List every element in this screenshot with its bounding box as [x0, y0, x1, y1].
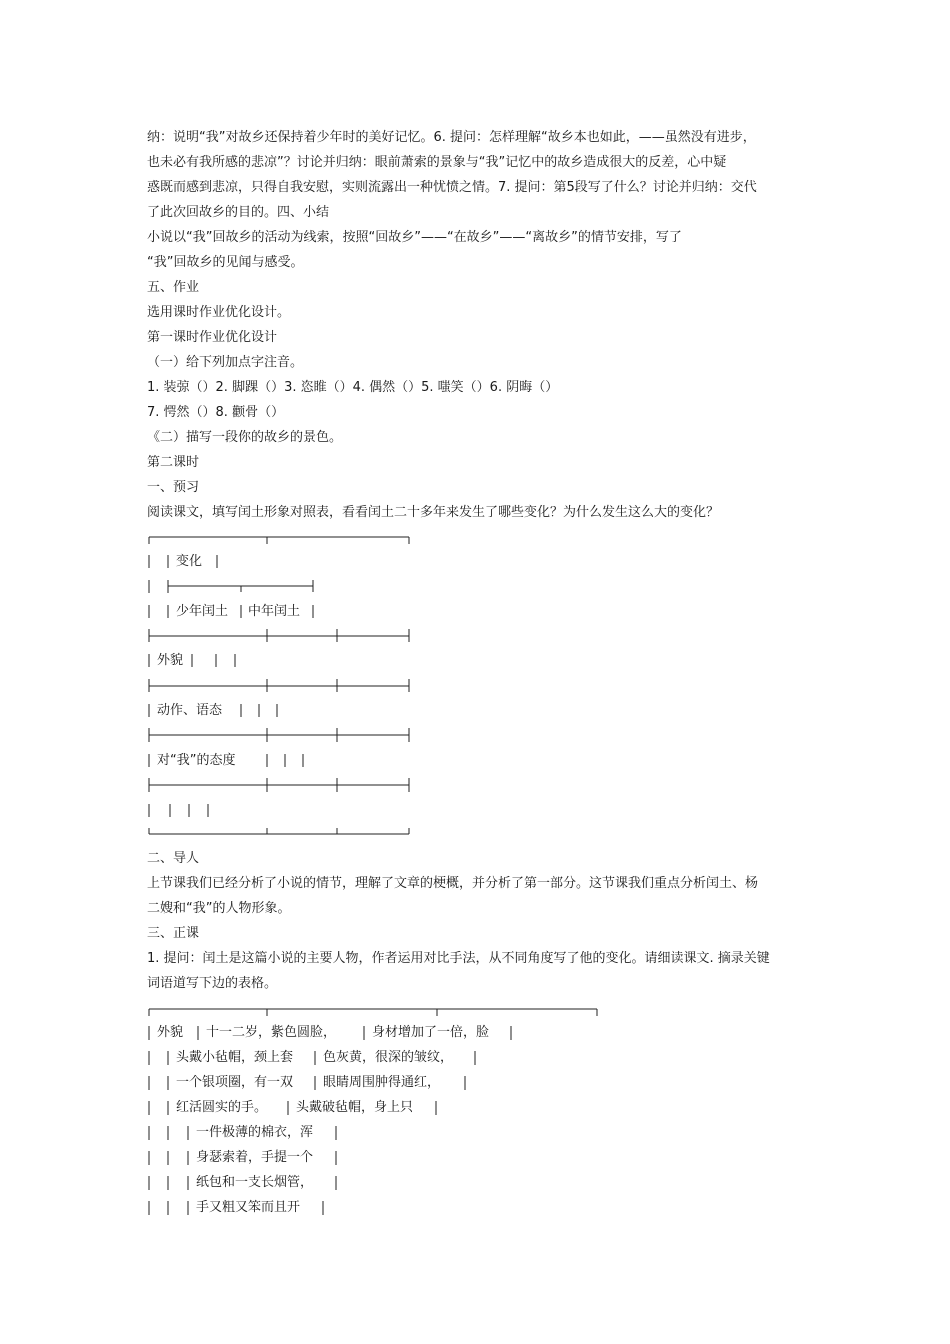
paragraph-line: 选用课时作业优化设计。	[147, 305, 291, 320]
paragraph-line: 阅读课文，填写闰土形象对照表，看看闰土二十多年来发生了哪些变化？为什么发生这么大的变化？	[147, 505, 720, 520]
paragraph-line: 了此次回故乡的目的。四、小结	[147, 205, 330, 220]
appearance-table	[147, 1002, 602, 1222]
middle-cell-text: 纸包和一支长烟管，	[196, 1175, 314, 1190]
section-heading: 三、正课	[147, 926, 200, 941]
section-heading: 第二课时	[147, 455, 200, 470]
paragraph-line: 1. 提问：闰土是这篇小说的主要人物，作者运用对比手法，从不同角度写了他的变化。请细读课文. 摘录关键	[147, 951, 770, 966]
paragraph-line: “我”回故乡的见闻与感受。	[147, 255, 304, 270]
paragraph-line: 《二）描写一段你的故乡的景色。	[147, 430, 343, 445]
table-row-label: 动作、语态	[157, 703, 223, 718]
exercise-line: 1. 装弶（）2. 脚踝（）3. 恣睢（）4. 偶然（）5. 嗤笑（）6. 阴晦（）	[147, 380, 559, 395]
section-heading: 二、导人	[147, 851, 200, 866]
paragraph-line: 惑既而感到悲凉，只得自我安慰，实则流露出一种忧愤之情。7. 提问：第5段写了什么？讨论并归纳：交代	[147, 180, 757, 195]
middle-cell-text: 手又粗又笨而且开	[196, 1200, 301, 1215]
table-grid	[147, 528, 412, 838]
table-row-label: 对“我”的态度	[157, 753, 236, 768]
table-header-middle: 中年闰土	[248, 604, 301, 619]
table-row-label: 外貌	[157, 1025, 184, 1040]
section-heading: 一、预习	[147, 480, 200, 495]
middle-cell-text: 一件极薄的棉衣，浑	[196, 1125, 314, 1140]
document-body	[147, 125, 807, 525]
young-cell-text: 头戴小毡帽，颈上套	[176, 1050, 294, 1065]
young-cell-text: 十一二岁，紫色圆脸，	[206, 1025, 337, 1040]
document-body-continued	[147, 846, 807, 996]
exercise-line: 7. 愕然（）8. 颧骨（）	[147, 405, 285, 420]
table-row-label: 外貌	[157, 653, 184, 668]
young-cell-text: 一个银项圈，有一双	[176, 1075, 294, 1090]
section-heading: 五、作业	[147, 280, 200, 295]
paragraph-line: （一）给下列加点字注音。	[147, 355, 304, 370]
paragraph-line: 小说以“我”回故乡的活动为线索，按照“回故乡”——“在故乡”——“离故乡”的情节安排，写了	[147, 230, 682, 245]
middle-cell-text: 头戴破毡帽，身上只	[296, 1100, 414, 1115]
paragraph-line: 二嫂和“我”的人物形象。	[147, 901, 291, 916]
middle-cell-text: 眼睛周围肿得通红，	[323, 1075, 441, 1090]
paragraph-line: 词语道写下边的表格。	[147, 976, 278, 991]
table-header-young: 少年闰土	[176, 604, 229, 619]
paragraph-line: 第一课时作业优化设计	[147, 330, 278, 345]
middle-cell-text: 身瑟索着，手提一个	[196, 1150, 314, 1165]
paragraph-line: 上节课我们已经分析了小说的情节，理解了文章的梗概，并分析了第一部分。这节课我们重点分析闰土、杨	[147, 876, 759, 891]
young-cell-text: 红活圆实的手。	[176, 1100, 268, 1115]
middle-cell-text: 身材增加了一倍，脸	[372, 1025, 490, 1040]
paragraph-line: 纳：说明“我”对故乡还保持着少年时的美好记忆。6. 提问：怎样理解“故乡本也如此，——虽然没有进步，	[147, 130, 756, 145]
table-header-change: 变化	[176, 554, 203, 569]
paragraph-line: 也未必有我所感的悲凉”？讨论并归纳：眼前萧索的景象与“我”记忆中的故乡造成很大的反差，心中疑	[147, 155, 727, 170]
runtu-comparison-table	[147, 528, 412, 838]
middle-cell-text: 色灰黄，很深的皱纹，	[323, 1050, 454, 1065]
